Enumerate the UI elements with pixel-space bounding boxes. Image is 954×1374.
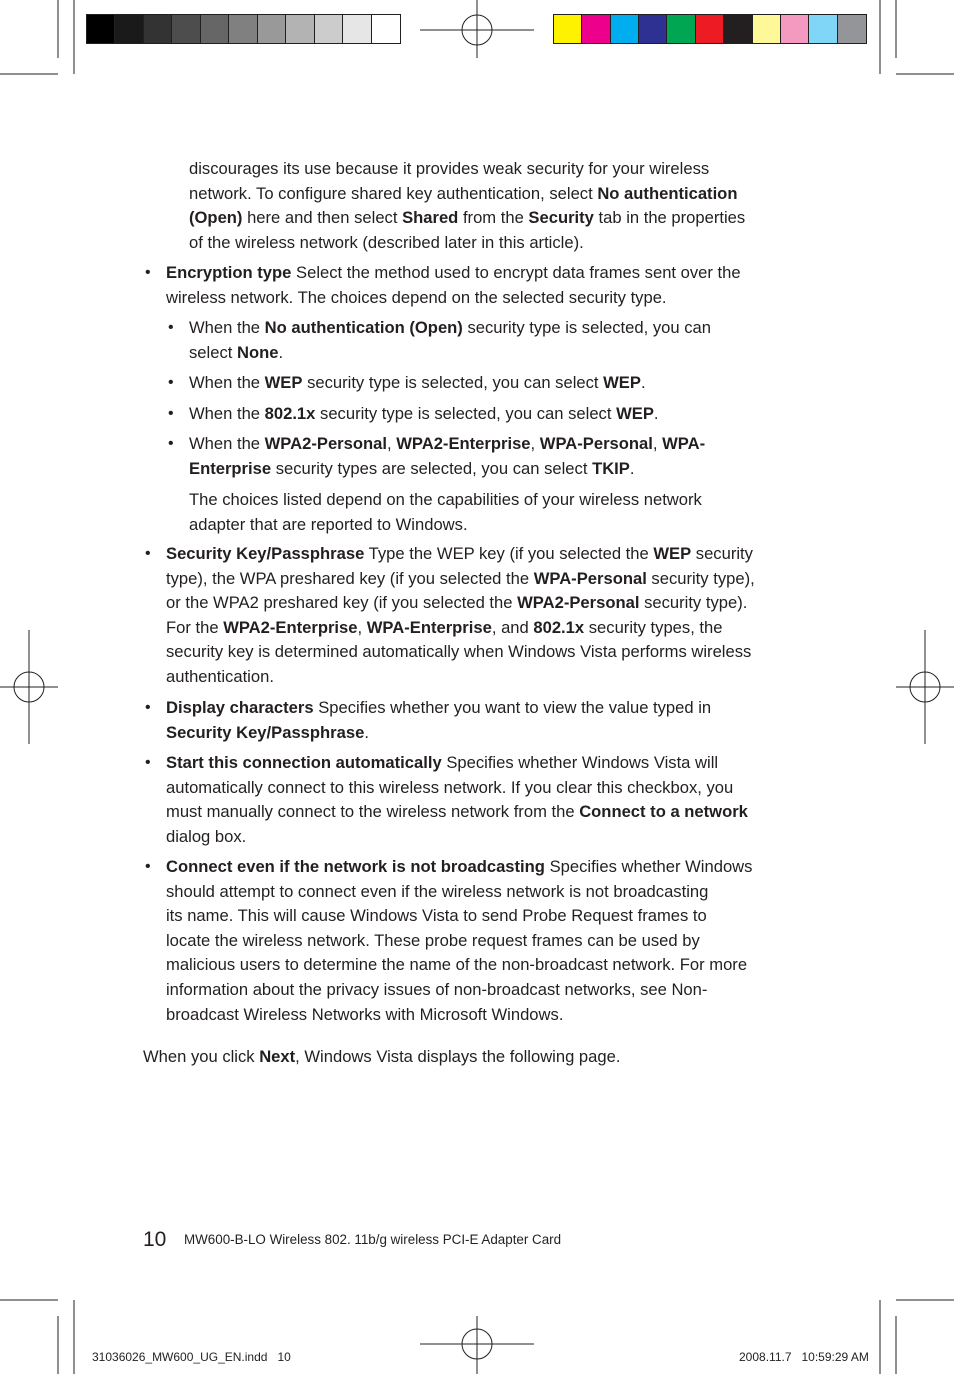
bold-term: WPA2-Personal [517, 593, 640, 613]
display-characters-item [166, 696, 806, 745]
bold-term: WPA- [662, 434, 706, 453]
grayscale-color-bar [86, 14, 401, 44]
sub-bullet: • [168, 374, 174, 391]
text-run: select [189, 342, 237, 362]
text-run: . [364, 722, 369, 742]
text-run: tab in the properties [593, 208, 746, 228]
bold-term: WPA-Enterprise [366, 617, 492, 637]
text-run: security types, the [584, 617, 723, 637]
start-automatically-item [166, 751, 806, 849]
intro-paragraph [189, 157, 789, 255]
bold-term: Display characters [166, 698, 314, 717]
bold-term: Next [259, 1047, 296, 1066]
color-swatch [724, 15, 752, 43]
text-run: security [691, 544, 753, 563]
text-run: The choices listed depend on the capabilities of your wireless network [189, 490, 702, 509]
text-run: should attempt to connect even if the wireless network is not broadcasting [166, 881, 709, 901]
color-swatch [781, 15, 809, 43]
security-key-item [166, 542, 806, 690]
connect-non-broadcast-item [166, 855, 806, 1027]
color-swatch [201, 15, 229, 43]
bold-term: 802.1x [533, 617, 585, 637]
bold-term: No authentication [597, 183, 738, 203]
text-run: When the [189, 318, 265, 337]
color-swatch [582, 15, 610, 43]
sub-bullet: • [168, 435, 174, 452]
closing-paragraph [143, 1045, 803, 1070]
text-run: type), the WPA preshared key (if you selected the [166, 568, 534, 588]
color-swatch [315, 15, 343, 43]
text-run: must manually connect to the wireless network from the [166, 802, 580, 822]
text-run: wireless network. The choices depend on the selected security type. [166, 287, 667, 307]
text-run: Specifies whether you want to view the value typed in [313, 698, 712, 717]
bold-term: TKIP [592, 458, 630, 478]
text-run: from the [458, 208, 529, 228]
text-run: . [653, 404, 659, 423]
color-swatch [838, 15, 866, 43]
text-run: , [357, 617, 367, 637]
text-run: security type is selected, you can select [302, 373, 604, 392]
encryption-type-item [166, 261, 806, 310]
text-run: its name. This will cause Windows Vista to send Probe Request frames to [166, 906, 707, 926]
text-run: security type is selected, you can [462, 318, 711, 337]
bold-term: Encryption type [166, 263, 292, 282]
color-swatch [144, 15, 172, 43]
text-run: security type), [646, 568, 755, 588]
encryption-option-8021x [189, 402, 789, 427]
encryption-option-open [189, 316, 789, 365]
text-run: authentication. [166, 666, 274, 686]
text-run: . [629, 458, 635, 478]
color-swatch [696, 15, 724, 43]
bold-term: WEP [653, 544, 692, 563]
bold-term: Security Key/Passphrase [166, 544, 365, 563]
color-swatch [87, 15, 115, 43]
bold-term: WEP [616, 404, 654, 423]
text-run: automatically connect to this wireless network. If you clear this checkbox, you [166, 777, 734, 797]
bullet-connect-non-broadcast: • [145, 858, 151, 875]
text-run: When the [189, 404, 265, 423]
text-run: , Windows Vista displays the following page. [295, 1047, 621, 1066]
slug-date-info: 2008.11.7 10:59:29 AM [739, 1350, 869, 1364]
text-run: When you click [143, 1047, 260, 1066]
bold-term: WPA2-Enterprise [223, 617, 358, 637]
text-run: locate the wireless network. These probe request frames can be used by [166, 930, 700, 950]
color-swatch [286, 15, 314, 43]
slug-file-info: 31036026_MW600_UG_EN.indd 10 [92, 1350, 291, 1364]
text-run: security types are selected, you can select [271, 458, 593, 478]
bullet-display-characters: • [145, 699, 151, 716]
color-swatch [258, 15, 286, 43]
color-swatch [554, 15, 582, 43]
color-swatch [172, 15, 200, 43]
bold-term: (Open) [189, 208, 243, 228]
text-run: Specifies whether Windows Vista will [441, 753, 719, 772]
text-run: When the [189, 373, 265, 392]
text-run: Specifies whether Windows [544, 857, 753, 876]
text-run: security key is determined automatically when Windows Vista performs wireless [166, 642, 752, 662]
bullet-encryption-type: • [145, 264, 151, 281]
footer-title: MW600-B-LO Wireless 802. 11b/g wireless PCI-E Adapter Card [184, 1232, 562, 1247]
color-swatch [611, 15, 639, 43]
text-run: . [278, 342, 284, 362]
bold-term: WPA2-Personal [264, 434, 387, 453]
color-swatch [372, 15, 400, 43]
text-run: security type is selected, you can select [315, 404, 617, 423]
sub-bullet: • [168, 405, 174, 422]
text-run: malicious users to determine the name of the non-broadcast network. For more [166, 955, 748, 975]
bold-term: None [236, 342, 279, 362]
bold-term: WEP [603, 373, 641, 392]
text-run: adapter that are reported to Windows. [189, 514, 468, 534]
text-run: here and then select [242, 208, 403, 228]
bold-term: 802.1x [264, 404, 316, 423]
encryption-note [189, 488, 789, 537]
color-swatch [115, 15, 143, 43]
text-run: of the wireless network (described later in this article). [189, 232, 584, 252]
text-run: . [640, 373, 646, 392]
bold-term: No authentication (Open) [264, 318, 463, 337]
text-run: , [652, 434, 663, 453]
encryption-option-wep [189, 371, 789, 396]
color-swatch [667, 15, 695, 43]
color-swatch [229, 15, 257, 43]
bold-term: Security Key/Passphrase [166, 722, 365, 742]
text-run: discourages its use because it provides weak security for your wireless [189, 159, 710, 178]
bold-term: Connect to a network [579, 802, 748, 822]
bold-term: WPA2-Enterprise [396, 434, 531, 453]
text-run: network. To configure shared key authentication, select [189, 183, 598, 203]
bold-term: Enterprise [189, 458, 272, 478]
bold-term: Shared [402, 208, 459, 228]
color-swatch [639, 15, 667, 43]
text-run: security type). [639, 593, 748, 613]
bold-term: Security [528, 208, 594, 228]
color-swatch [809, 15, 837, 43]
text-run: information about the privacy issues of non-broadcast networks, see Non- [166, 979, 708, 999]
text-run: , [386, 434, 397, 453]
bullet-security-key: • [145, 545, 151, 562]
encryption-option-wpa [189, 432, 789, 481]
text-run: or the WPA2 preshared key (if you selected the [166, 593, 518, 613]
color-swatch [343, 15, 371, 43]
page-number: 10 [143, 1228, 167, 1251]
text-run: For the [166, 617, 224, 637]
bold-term: Connect even if the network is not broadcasting [166, 857, 545, 876]
bold-term: WPA-Personal [539, 434, 653, 453]
bold-term: WPA-Personal [533, 568, 647, 588]
color-swatch [753, 15, 781, 43]
text-run: When the [189, 434, 265, 453]
text-run: Select the method used to encrypt data frames sent over the [291, 263, 741, 282]
text-run: broadcast Wireless Networks with Microsoft Windows. [166, 1004, 564, 1024]
bold-term: WEP [264, 373, 303, 392]
bullet-start-automatically: • [145, 754, 151, 771]
text-run: Type the WEP key (if you selected the [364, 544, 654, 563]
process-color-bar [553, 14, 867, 44]
text-run: dialog box. [166, 826, 247, 846]
sub-bullet: • [168, 319, 174, 336]
text-run: , [530, 434, 540, 453]
bold-term: Start this connection automatically [166, 753, 442, 772]
text-run: , and [491, 617, 534, 637]
